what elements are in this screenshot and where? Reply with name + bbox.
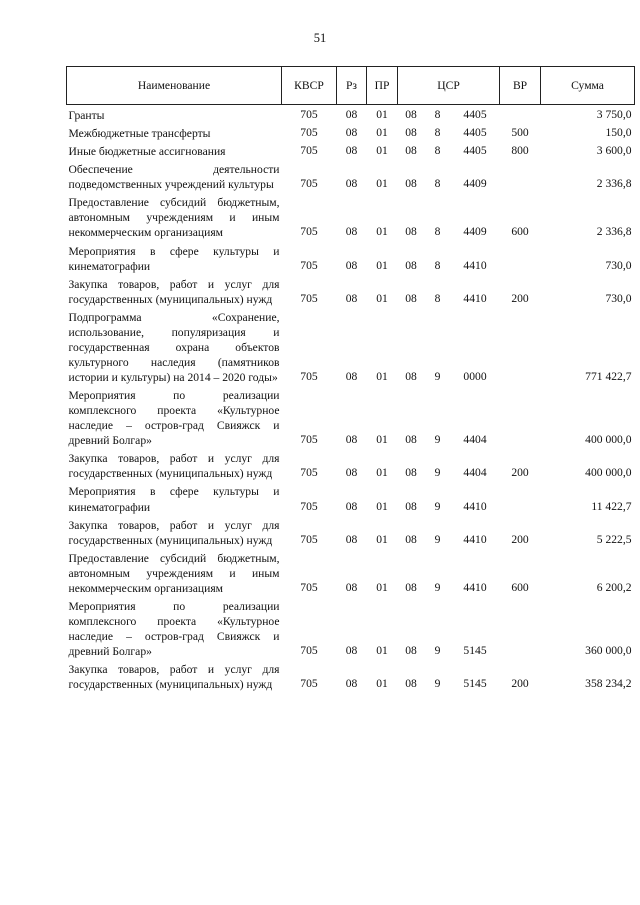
cell-kvsr: 705	[300, 258, 318, 272]
table-row	[67, 659, 635, 692]
cell-rz: 08	[345, 580, 358, 594]
cell-vr: 200	[511, 466, 529, 480]
cell-csr-subprogram: 8	[434, 225, 441, 239]
cell-rz: 08	[345, 466, 358, 480]
table-header-row	[67, 67, 635, 105]
cell-csr-subprogram: 8	[434, 126, 441, 140]
cell-csr-direction: 4405	[463, 108, 487, 121]
cell-sum: 400 000,0	[585, 466, 632, 480]
cell-sum: 400 000,0	[585, 433, 632, 447]
cell-pr: 01	[376, 370, 388, 383]
row-name-text: Закупка товаров, работ и услуг для государственных (муниципальных) нужд	[68, 663, 280, 692]
cell-name	[67, 659, 282, 692]
cell-rz: 08	[345, 677, 358, 691]
cell-kvsr: 705	[300, 144, 318, 158]
cell-name	[67, 274, 282, 307]
cell-csr-program: 08	[405, 126, 417, 140]
cell-csr-program: 08	[405, 258, 417, 272]
cell-name	[67, 159, 282, 192]
cell-csr-subprogram: 8	[434, 177, 441, 191]
cell-kvsr: 705	[300, 644, 318, 658]
cell-csr-direction: 0000	[463, 370, 487, 383]
cell-name	[67, 192, 282, 240]
cell-name	[67, 141, 282, 159]
cell-rz: 08	[345, 644, 358, 658]
row-name-text: Межбюджетные трансферты	[68, 127, 211, 141]
cell-vr	[500, 159, 541, 192]
cell-csr-subprogram: 9	[434, 644, 441, 658]
cell-sum: 3 600,0	[596, 144, 632, 158]
table-row	[67, 105, 635, 124]
cell-pr: 01	[376, 144, 388, 158]
cell-csr-program: 08	[405, 499, 417, 513]
cell-sum: 360 000,0	[585, 644, 632, 658]
cell-csr-program: 08	[405, 433, 417, 447]
cell-rz: 08	[345, 177, 358, 191]
cell-rz: 08	[345, 225, 358, 239]
header-csr: ЦСР	[398, 67, 500, 105]
cell-csr-subprogram: 9	[434, 370, 441, 383]
cell-vr: 500	[511, 126, 529, 140]
cell-vr: 800	[511, 144, 529, 158]
cell-csr-subprogram: 8	[434, 291, 441, 305]
cell-sum: 2 336,8	[596, 177, 632, 191]
table-body	[67, 105, 635, 693]
cell-rz: 08	[345, 144, 358, 158]
cell-rz: 08	[345, 126, 358, 140]
row-name-text: Иные бюджетные ассигнования	[68, 145, 226, 159]
cell-csr-subprogram: 9	[434, 677, 441, 691]
cell-name	[67, 515, 282, 548]
cell-csr-program: 08	[405, 644, 417, 658]
cell-csr-direction: 4405	[463, 126, 487, 140]
cell-vr: 200	[511, 532, 529, 546]
cell-kvsr: 705	[300, 177, 318, 191]
cell-kvsr: 705	[300, 225, 318, 239]
table-row	[67, 448, 635, 481]
page-number: 51	[313, 31, 327, 45]
cell-kvsr: 705	[300, 580, 318, 594]
cell-kvsr: 705	[300, 532, 318, 546]
row-name-text: Закупка товаров, работ и услуг для государственных (муниципальных) нужд	[68, 277, 280, 306]
table-row	[67, 241, 635, 274]
cell-kvsr: 705	[300, 677, 318, 691]
row-name-text: Мероприятия по реализации комплексного проекта «Культурное наследие – остров-град Свияжск и древний Болгар»	[68, 599, 280, 659]
cell-sum: 150,0	[605, 126, 632, 140]
cell-vr	[500, 307, 541, 385]
cell-csr-subprogram: 9	[434, 580, 441, 594]
row-name-text: Предоставление субсидий бюджетным, автономным учреждениям и иным некоммерческим организациям	[68, 196, 280, 240]
cell-sum: 2 336,8	[596, 225, 632, 239]
cell-csr-subprogram: 8	[434, 108, 441, 121]
cell-vr: 600	[511, 225, 529, 239]
cell-rz: 08	[345, 433, 358, 447]
cell-rz: 08	[345, 532, 358, 546]
cell-csr-program: 08	[405, 291, 417, 305]
cell-vr	[500, 481, 541, 514]
cell-csr-direction: 4410	[463, 499, 487, 513]
cell-kvsr: 705	[300, 126, 318, 140]
row-name-text: Подпрограмма «Сохранение, использование, популяризация и государственная охрана объектов культурного наследия (памятников истории и культуры) на 2014 – 2020 годы»	[68, 310, 280, 384]
table-row	[67, 159, 635, 192]
row-name-text: Предоставление субсидий бюджетным, автономным учреждениям и иным некоммерческим организациям	[68, 551, 280, 595]
cell-csr-direction: 4410	[463, 258, 487, 272]
cell-csr-program: 08	[405, 370, 417, 383]
table-row	[67, 481, 635, 514]
cell-csr-subprogram: 9	[434, 499, 441, 513]
table-row	[67, 274, 635, 307]
cell-csr-direction: 4405	[463, 144, 487, 158]
table-row	[67, 123, 635, 141]
cell-vr: 200	[511, 677, 529, 691]
cell-kvsr: 705	[300, 108, 318, 121]
header-rz: Рз	[337, 67, 367, 105]
cell-kvsr: 705	[300, 370, 318, 383]
cell-pr: 01	[376, 644, 388, 658]
cell-csr-direction: 4409	[463, 225, 487, 239]
cell-csr-direction: 4410	[463, 532, 487, 546]
cell-csr-program: 08	[405, 532, 417, 546]
cell-csr-subprogram: 9	[434, 532, 441, 546]
cell-sum: 5 222,5	[596, 532, 632, 546]
cell-kvsr: 705	[300, 433, 318, 447]
cell-name	[67, 123, 282, 141]
cell-rz: 08	[345, 291, 358, 305]
cell-csr-subprogram: 9	[434, 433, 441, 447]
row-name-text: Мероприятия в сфере культуры и кинематографии	[68, 244, 280, 273]
table-row	[67, 385, 635, 448]
cell-csr-program: 08	[405, 225, 417, 239]
cell-pr: 01	[376, 126, 388, 140]
cell-pr: 01	[376, 433, 388, 447]
cell-csr-direction: 4410	[463, 580, 487, 594]
cell-name	[67, 596, 282, 659]
cell-sum: 11 422,7	[591, 499, 632, 513]
cell-pr: 01	[376, 258, 388, 272]
cell-pr: 01	[376, 499, 388, 513]
header-pr: ПР	[367, 67, 398, 105]
cell-rz: 08	[345, 370, 358, 383]
cell-pr: 01	[376, 291, 388, 305]
cell-name	[67, 241, 282, 274]
cell-vr: 200	[511, 291, 529, 305]
cell-csr-program: 08	[405, 466, 417, 480]
cell-vr	[500, 596, 541, 659]
cell-sum: 6 200,2	[596, 580, 632, 594]
cell-pr: 01	[376, 466, 388, 480]
header-name: Наименование	[67, 67, 282, 105]
cell-sum: 730,0	[605, 291, 632, 305]
cell-csr-direction: 5145	[463, 644, 487, 658]
table-row	[67, 307, 635, 385]
cell-csr-program: 08	[405, 144, 417, 158]
header-sum: Сумма	[541, 67, 635, 105]
cell-name	[67, 385, 282, 448]
header-kvsr: КВСР	[282, 67, 337, 105]
cell-sum: 3 750,0	[596, 108, 632, 121]
cell-csr-program: 08	[405, 580, 417, 594]
cell-pr: 01	[376, 225, 388, 239]
row-name-text: Закупка товаров, работ и услуг для государственных (муниципальных) нужд	[68, 518, 280, 547]
cell-kvsr: 705	[300, 291, 318, 305]
header-vr: ВР	[500, 67, 541, 105]
budget-table	[66, 66, 635, 692]
row-name-text: Закупка товаров, работ и услуг для государственных (муниципальных) нужд	[68, 452, 280, 481]
cell-vr	[500, 105, 541, 124]
row-name-text: Мероприятия по реализации комплексного проекта «Культурное наследие – остров-град Свияжск и древний Болгар»	[68, 389, 280, 448]
row-name-text: Обеспечение деятельности подведомственных учреждений культуры	[68, 163, 280, 192]
cell-rz: 08	[345, 499, 358, 513]
cell-name	[67, 307, 282, 385]
table-row	[67, 596, 635, 659]
cell-csr-program: 08	[405, 677, 417, 691]
cell-sum: 358 234,2	[585, 677, 632, 691]
cell-name	[67, 448, 282, 481]
cell-name	[67, 548, 282, 596]
cell-csr-program: 08	[405, 108, 417, 121]
cell-sum: 730,0	[605, 258, 632, 272]
cell-sum: 771 422,7	[585, 370, 632, 383]
cell-csr-direction: 4410	[463, 291, 487, 305]
cell-kvsr: 705	[300, 499, 318, 513]
cell-vr	[500, 385, 541, 448]
row-name-text: Гранты	[68, 109, 105, 122]
cell-csr-direction: 4409	[463, 177, 487, 191]
cell-kvsr: 705	[300, 466, 318, 480]
cell-pr: 01	[376, 677, 388, 691]
cell-rz: 08	[345, 108, 358, 121]
cell-csr-direction: 4404	[463, 466, 487, 480]
table-row	[67, 548, 635, 596]
cell-pr: 01	[376, 532, 388, 546]
cell-csr-subprogram: 9	[434, 466, 441, 480]
cell-name	[67, 105, 282, 124]
cell-csr-subprogram: 8	[434, 144, 441, 158]
cell-csr-direction: 5145	[463, 677, 487, 691]
table-row	[67, 192, 635, 240]
cell-csr-program: 08	[405, 177, 417, 191]
cell-rz: 08	[345, 258, 358, 272]
cell-vr: 600	[511, 580, 529, 594]
cell-pr: 01	[376, 177, 388, 191]
cell-csr-subprogram: 8	[434, 258, 441, 272]
table-row	[67, 515, 635, 548]
cell-pr: 01	[376, 580, 388, 594]
table-row	[67, 141, 635, 159]
cell-pr: 01	[376, 108, 388, 121]
cell-csr-direction: 4404	[463, 433, 487, 447]
cell-vr	[500, 241, 541, 274]
row-name-text: Мероприятия в сфере культуры и кинематографии	[68, 485, 280, 514]
cell-name	[67, 481, 282, 514]
